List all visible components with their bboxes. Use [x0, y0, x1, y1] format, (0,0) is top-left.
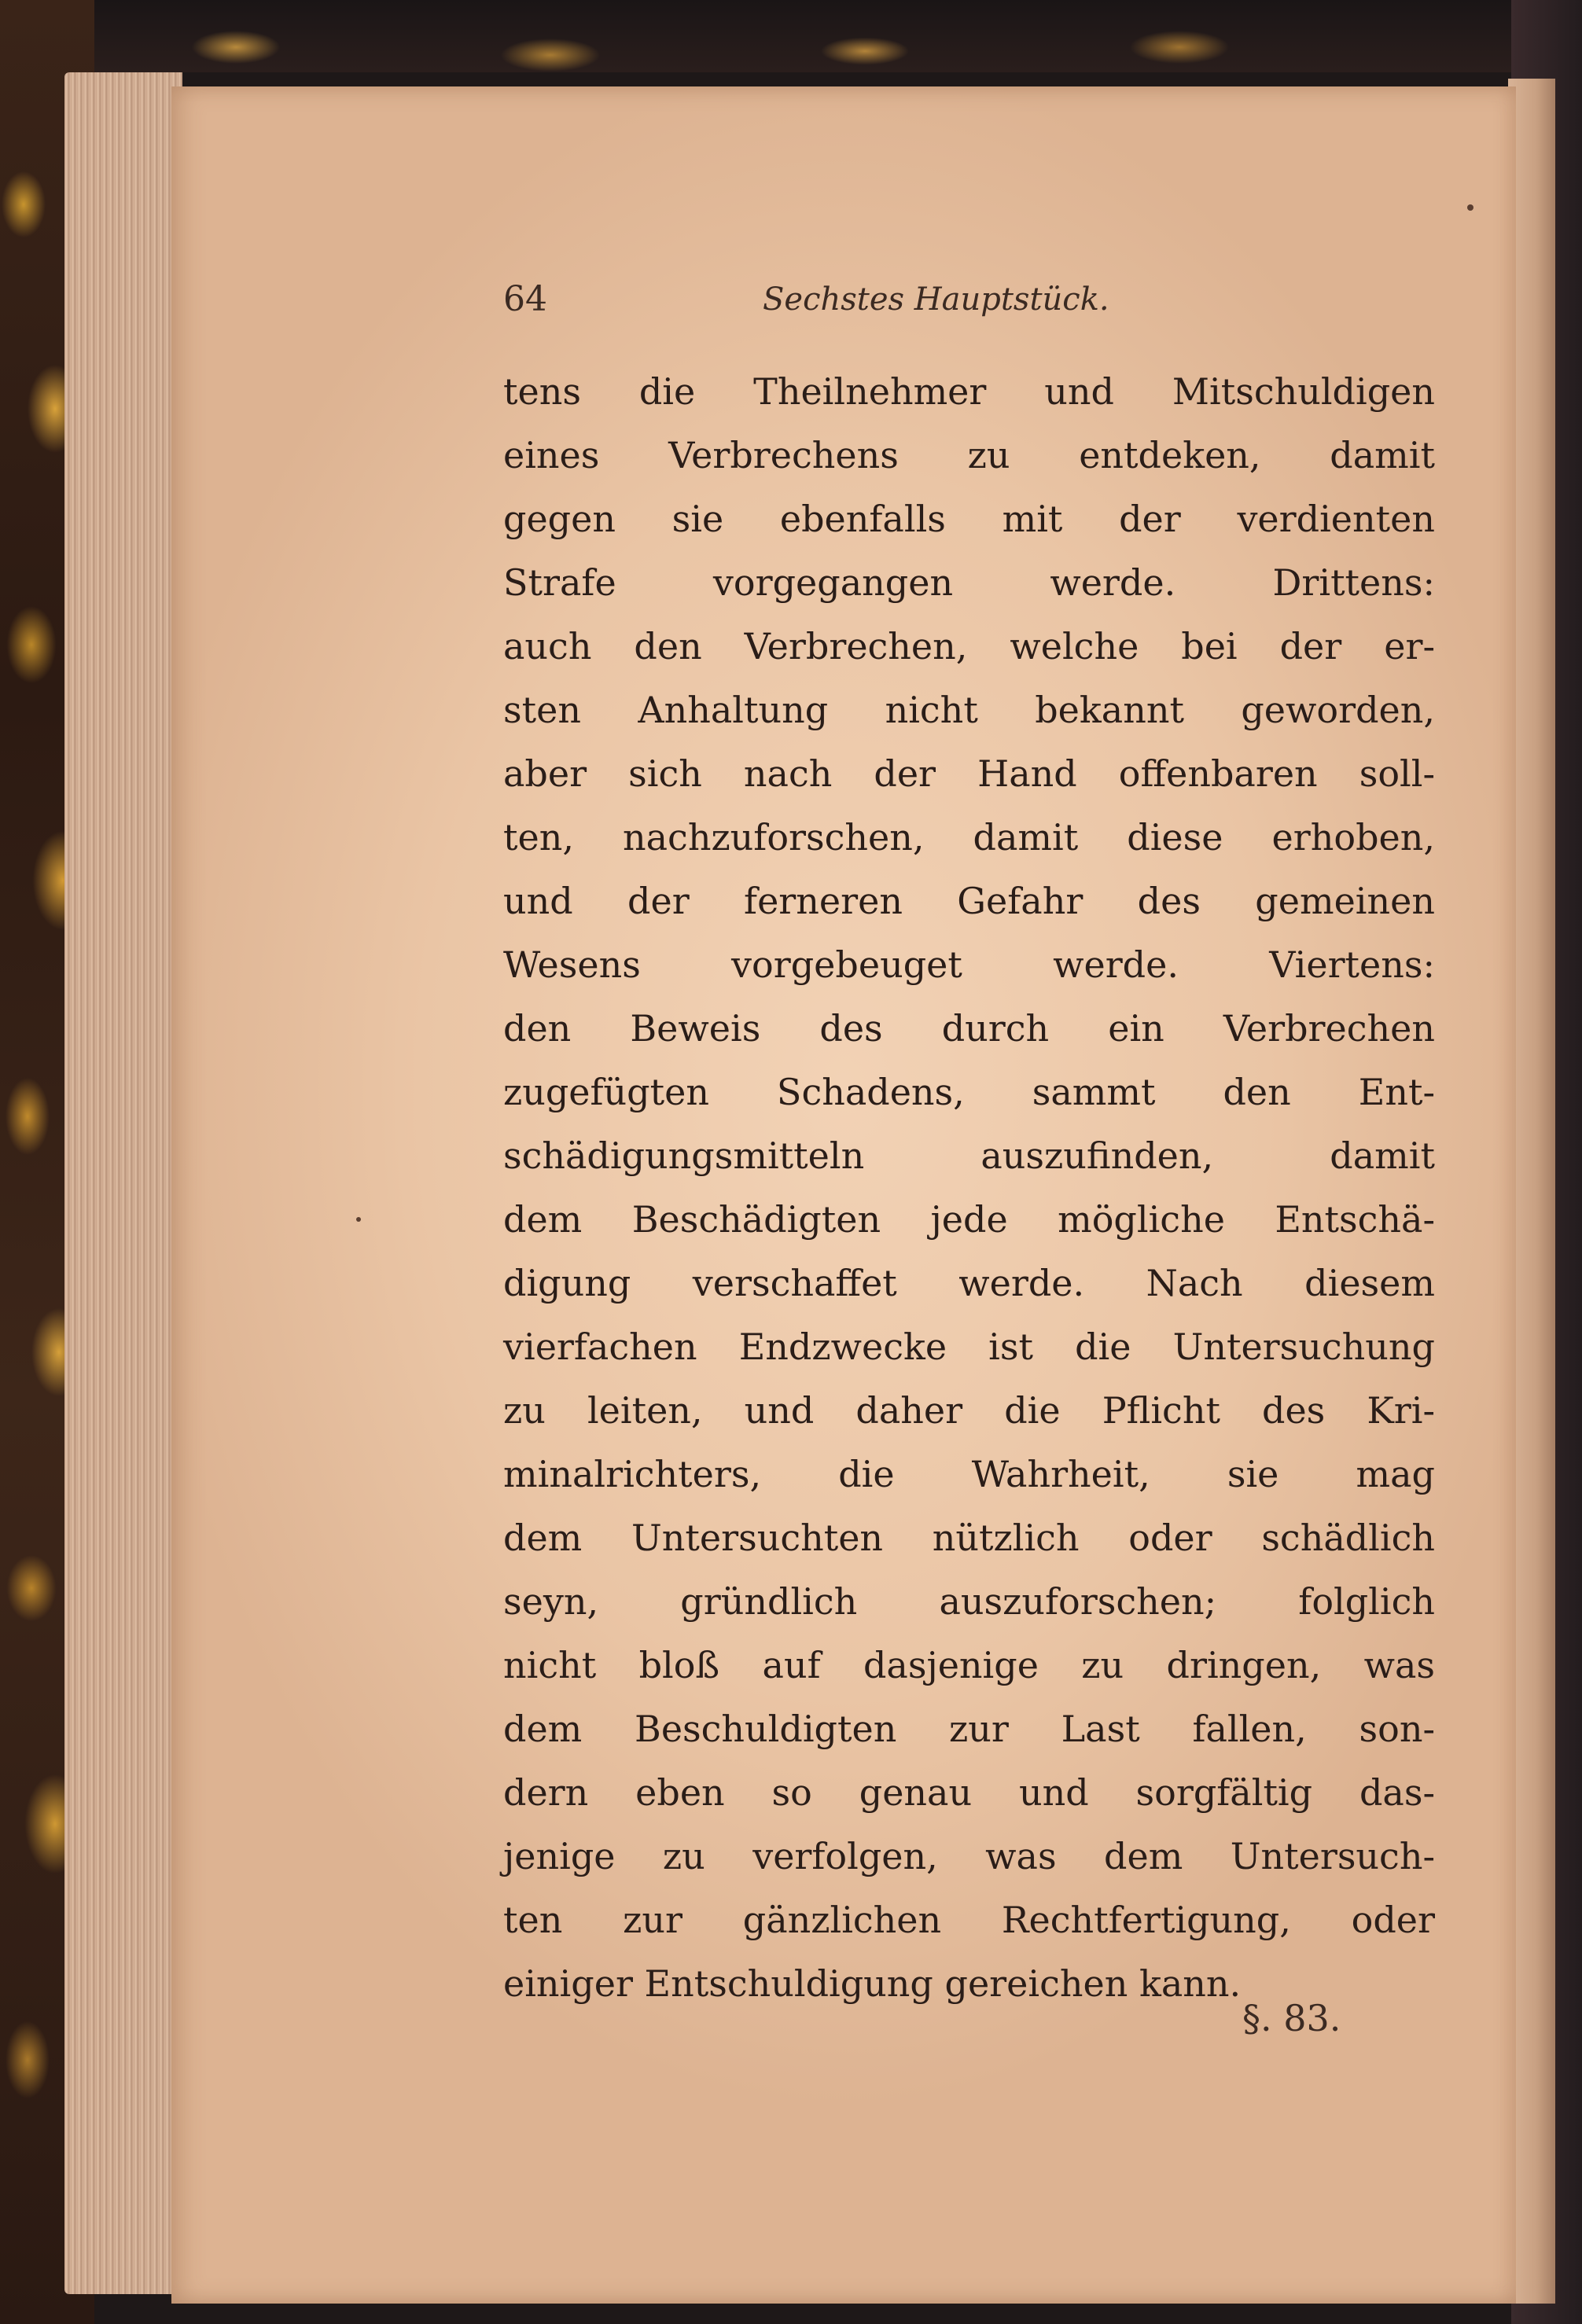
text-line: zugefügten Schadens, sammt den Ent-: [503, 1071, 1435, 1113]
text-line: tens die Theilnehmer und Mitschuldigen: [503, 370, 1435, 413]
text-line: und der ferneren Gefahr des gemeinen: [503, 880, 1435, 922]
text-line: Strafe vorgegangen werde. Drittens:: [503, 561, 1435, 604]
text-line: einiger Entschuldigung gereichen kann.: [503, 1962, 1242, 2005]
text-line: nicht bloß auf dasjenige zu dringen, was: [503, 1644, 1435, 1686]
text-line: zu leiten, und daher die Pflicht des Kri-: [503, 1389, 1435, 1432]
catchword-section-mark: §. 83.: [1242, 1997, 1341, 2039]
text-line: minalrichters, die Wahrheit, sie mag: [503, 1453, 1435, 1495]
running-head-title: Sechstes Hauptstück.: [763, 281, 1109, 318]
text-line: seyn, gründlich auszuforschen; folglich: [503, 1580, 1435, 1623]
text-line: auch den Verbrechen, welche bei der er-: [503, 625, 1435, 667]
text-line: gegen sie ebenfalls mit der verdienten: [503, 498, 1435, 540]
text-line: sten Anhaltung nicht bekannt geworden,: [503, 689, 1435, 731]
text-line: dern eben so genau und sorgfältig das-: [503, 1771, 1435, 1814]
running-header: [503, 272, 1156, 327]
page-number: 64: [503, 279, 547, 319]
text-line: schädigungsmitteln auszufinden, damit: [503, 1134, 1435, 1177]
text-line: ten, nachzuforschen, damit diese erhoben,: [503, 816, 1435, 859]
text-line: digung verschaffet werde. Nach diesem: [503, 1262, 1435, 1304]
text-line: Wesens vorgebeuget werde. Viertens:: [503, 943, 1435, 986]
text-line: jenige zu verfolgen, was dem Untersuch-: [503, 1835, 1435, 1877]
page-stack-edges: [64, 72, 182, 2294]
text-line: eines Verbrechens zu entdeken, damit: [503, 434, 1435, 476]
text-line: ten zur gänzlichen Rechtfertigung, oder: [503, 1899, 1435, 1941]
body-text-block: [503, 360, 1435, 2016]
text-line: dem Beschuldigten zur Last fallen, son-: [503, 1708, 1435, 1750]
text-line: dem Beschädigten jede mögliche Entschä-: [503, 1198, 1435, 1241]
paper-speck: [1467, 204, 1473, 211]
text-line: vierfachen Endzwecke ist die Untersuchung: [503, 1326, 1435, 1368]
text-line: den Beweis des durch ein Verbrechen: [503, 1007, 1435, 1050]
text-line: aber sich nach der Hand offenbaren soll-: [503, 752, 1435, 795]
paper-speck: [356, 1217, 361, 1222]
text-line: dem Untersuchten nützlich oder schädlich: [503, 1517, 1435, 1559]
book-cover-top-edge: [0, 0, 1582, 72]
